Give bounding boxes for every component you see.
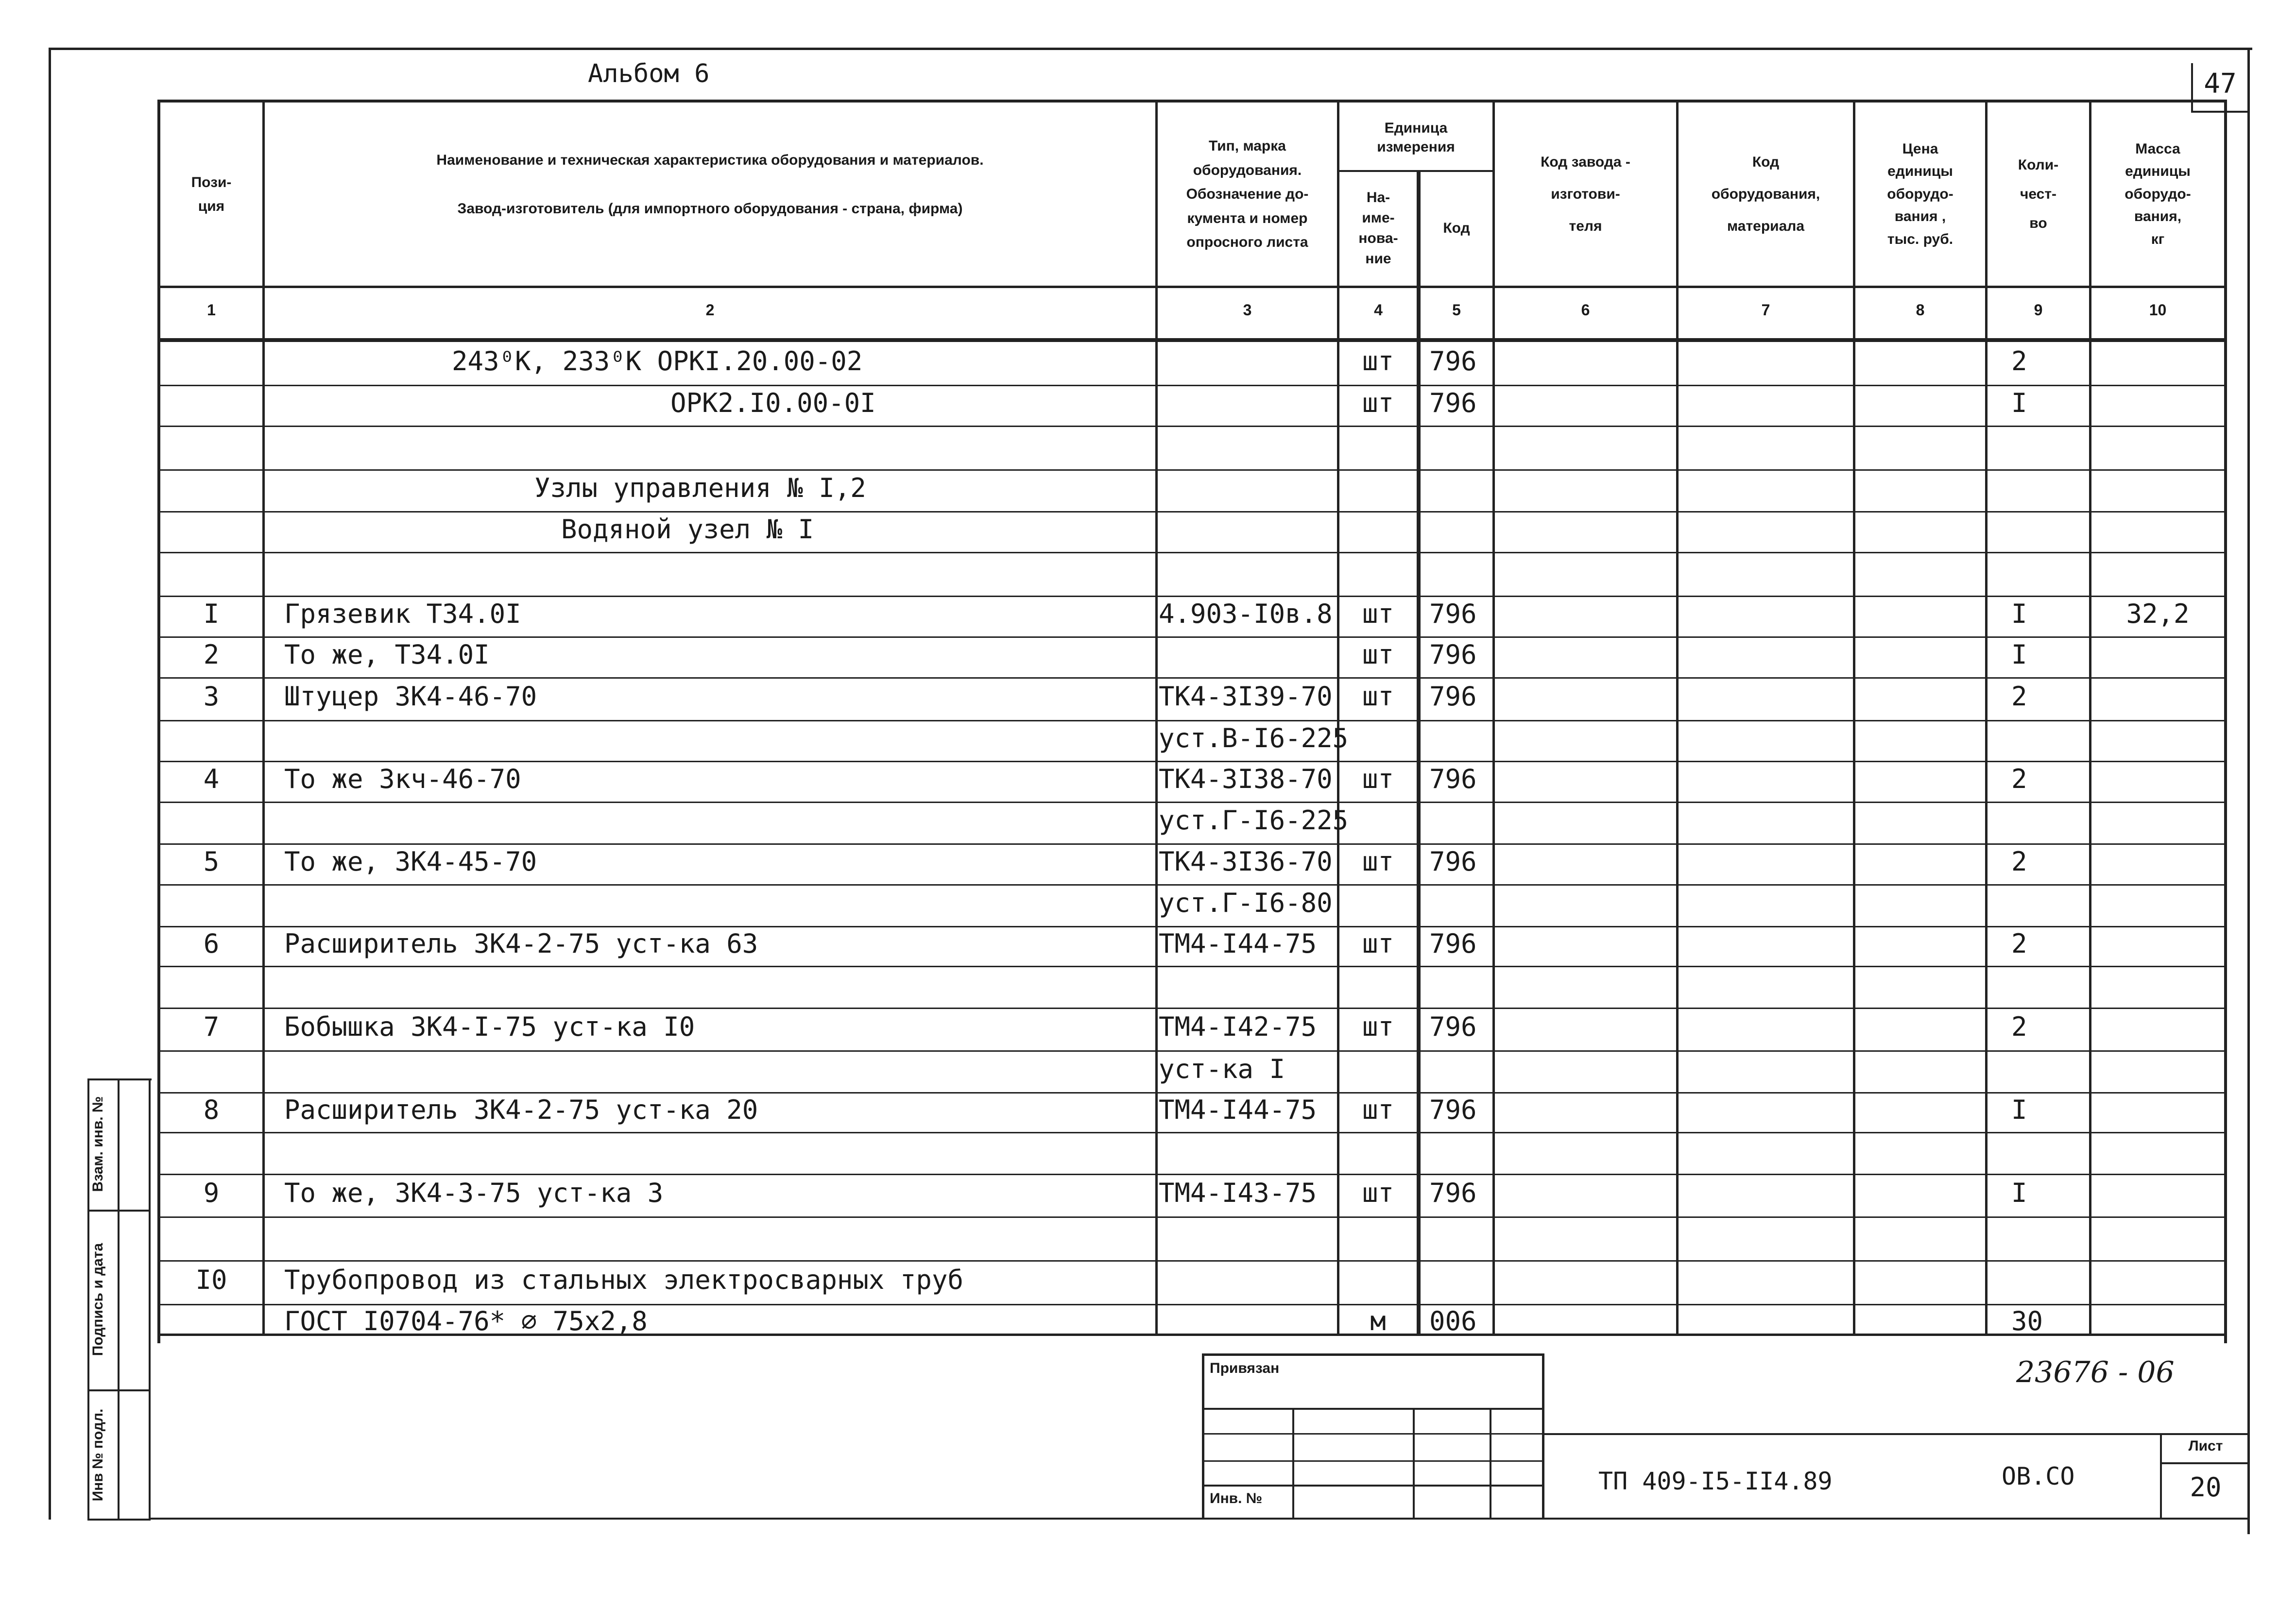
cell-code: 796: [1429, 639, 1477, 670]
cell-qty: 2: [2011, 764, 2027, 794]
cell-doc: ТМ4-I44-75: [1159, 928, 1317, 959]
col-number: 2: [705, 301, 715, 319]
cell-qty: I: [2011, 639, 2027, 670]
cell-unit: шт: [1362, 346, 1394, 376]
cell-pos: 3: [203, 681, 220, 712]
sheet-code: ОВ.СО: [2002, 1462, 2075, 1490]
cell-pos: 5: [203, 846, 220, 877]
cell-doc: ТМ4-I44-75: [1159, 1095, 1317, 1125]
cell-name: Расширитель 3К4-2-75 уст-ка 20: [284, 1095, 758, 1125]
cell-doc: 4.903-I0в.8: [1159, 599, 1333, 629]
cell-unit: шт: [1362, 639, 1394, 670]
cell-unit: шт: [1362, 599, 1394, 629]
cell-doc: ТМ4-I43-75: [1159, 1178, 1317, 1208]
cell-code: 796: [1429, 599, 1477, 629]
row-divider: [157, 552, 2227, 553]
cell-pos: 9: [203, 1178, 220, 1208]
row-divider: [157, 385, 2227, 386]
document-code: ТП 409-I5-II4.89: [1598, 1467, 1833, 1495]
header-quantity: Коли- чест- во: [2018, 157, 2059, 231]
cell-name: То же, 3К4-3-75 уст-ка 3: [284, 1178, 664, 1208]
cell-qty: 2: [2011, 928, 2027, 959]
cell-qty: 30: [2011, 1306, 2043, 1336]
cell-pos: 4: [203, 764, 220, 794]
cell-name: То же 3кч-46-70: [284, 764, 521, 794]
cell-unit: шт: [1362, 681, 1394, 712]
col-number: 4: [1374, 301, 1383, 319]
col-number: 7: [1761, 301, 1770, 319]
cell-unit: шт: [1362, 388, 1394, 418]
row-divider: [157, 469, 2227, 471]
cell-code: 796: [1429, 928, 1477, 959]
cell-name: Бобышка 3К4-I-75 уст-ка I0: [284, 1011, 695, 1042]
header-material-code: Код оборудования, материала: [1711, 154, 1820, 234]
stamp-inv-no: Инв. №: [1210, 1490, 1263, 1506]
cell-doc: ТК4-3I38-70: [1159, 764, 1333, 794]
cell-doc: ТК4-3I39-70: [1159, 681, 1333, 712]
cell-code: 796: [1429, 1095, 1477, 1125]
cell-qty: I: [2011, 388, 2027, 418]
side-signature-date: Подпись и дата: [90, 1243, 106, 1356]
cell-doc: уст.Г-I6-225: [1159, 805, 1349, 836]
cell-unit: шт: [1362, 928, 1394, 959]
cell-pos: 2: [203, 639, 220, 670]
cell-name: Узлы управления № I,2: [534, 473, 866, 503]
header-price: Цена единицы оборудо- вания , тыс. руб.: [1887, 140, 1953, 247]
cell-pos: 8: [203, 1095, 220, 1125]
cell-name: ГОСТ I0704-76* ∅ 75х2,8: [284, 1306, 648, 1336]
header-name: Наименование и техническая характеристика оборудования и материалов.: [436, 152, 984, 169]
handwritten-number: 23676 - 06: [2016, 1355, 2175, 1389]
row-divider: [157, 511, 2227, 513]
cell-qty: 2: [2011, 346, 2027, 376]
cell-doc: уст-ка I: [1159, 1054, 1285, 1084]
cell-code: 796: [1429, 388, 1477, 418]
col-number: 5: [1452, 301, 1461, 319]
cell-pos: I: [203, 599, 220, 629]
header-unit: Единица измерения: [1377, 120, 1455, 155]
cell-unit: м: [1370, 1306, 1386, 1336]
cell-unit: шт: [1362, 764, 1394, 794]
header-manufacturer-code: Код завода - изготови- теля: [1541, 154, 1630, 234]
header-unit-code: Код: [1443, 220, 1470, 237]
sheet-label: Лист: [2188, 1438, 2223, 1454]
cell-doc: ТК4-3I36-70: [1159, 846, 1333, 877]
row-divider: [157, 426, 2227, 427]
cell-qty: 2: [2011, 846, 2027, 877]
cell-unit: шт: [1362, 1178, 1394, 1208]
sheet-number: 20: [2190, 1472, 2222, 1503]
cell-qty: 2: [2011, 1011, 2027, 1042]
header-unit-name: На- име- нова- ние: [1358, 189, 1398, 267]
cell-qty: I: [2011, 599, 2027, 629]
cell-qty: 2: [2011, 681, 2027, 712]
cell-code: 796: [1429, 764, 1477, 794]
col-number: 9: [2034, 301, 2043, 319]
cell-name: Трубопровод из стальных электросварных труб: [284, 1265, 963, 1295]
cell-unit: шт: [1362, 1095, 1394, 1125]
side-vzam-inv: Взам. инв. №: [90, 1096, 106, 1192]
cell-mass: 32,2: [2126, 599, 2190, 629]
cell-name: ОРК2.I0.00-0I: [670, 388, 876, 418]
album-title: Альбом 6: [588, 59, 710, 88]
cell-unit: шт: [1362, 846, 1394, 877]
side-inv-original: Инв № подл.: [90, 1408, 106, 1502]
header-position: Пози- ция: [191, 174, 232, 214]
cell-name: То же, 3К4-45-70: [284, 846, 537, 877]
row-divider: [157, 1216, 2227, 1218]
col-number: 3: [1243, 301, 1252, 319]
cell-code: 796: [1429, 1178, 1477, 1208]
col-number: 8: [1916, 301, 1925, 319]
row-divider: [157, 966, 2227, 967]
cell-doc: ТМ4-I42-75: [1159, 1011, 1317, 1042]
stamp-privyazan: Привязан: [1210, 1360, 1280, 1376]
header-manufacturer: Завод-изготовитель (для импортного оборудования - страна, фирма): [457, 201, 963, 217]
cell-qty: I: [2011, 1095, 2027, 1125]
cell-name: 243⁰К, 233⁰К ОРКI.20.00-02: [452, 346, 863, 376]
cell-name: Расширитель 3К4-2-75 уст-ка 63: [284, 928, 758, 959]
cell-code: 006: [1429, 1306, 1477, 1336]
cell-name: Штуцер 3К4-46-70: [284, 681, 537, 712]
header-type: Тип, марка оборудования. Обозначение до- кумента и номер опросного листа: [1186, 138, 1309, 251]
cell-doc: уст.В-I6-225: [1159, 723, 1349, 753]
cell-name: Грязевик Т34.0I: [284, 599, 521, 629]
cell-code: 796: [1429, 681, 1477, 712]
cell-unit: шт: [1362, 1011, 1394, 1042]
cell-pos: I0: [195, 1265, 227, 1295]
cell-name: Водяной узел № I: [561, 514, 814, 545]
cell-code: 796: [1429, 346, 1477, 376]
cell-name: То же, Т34.0I: [284, 639, 490, 670]
cell-code: 796: [1429, 846, 1477, 877]
row-divider: [157, 1132, 2227, 1133]
cell-qty: I: [2011, 1178, 2027, 1208]
cell-doc: уст.Г-I6-80: [1159, 888, 1333, 918]
cell-code: 796: [1429, 1011, 1477, 1042]
col-number: 10: [2149, 301, 2167, 319]
cell-pos: 6: [203, 928, 220, 959]
col-number: 6: [1581, 301, 1590, 319]
col-number: 1: [207, 301, 216, 319]
cell-pos: 7: [203, 1011, 220, 1042]
page-number: 47: [2204, 68, 2237, 100]
header-mass: Масса единицы оборудо- вания, кг: [2125, 140, 2191, 247]
